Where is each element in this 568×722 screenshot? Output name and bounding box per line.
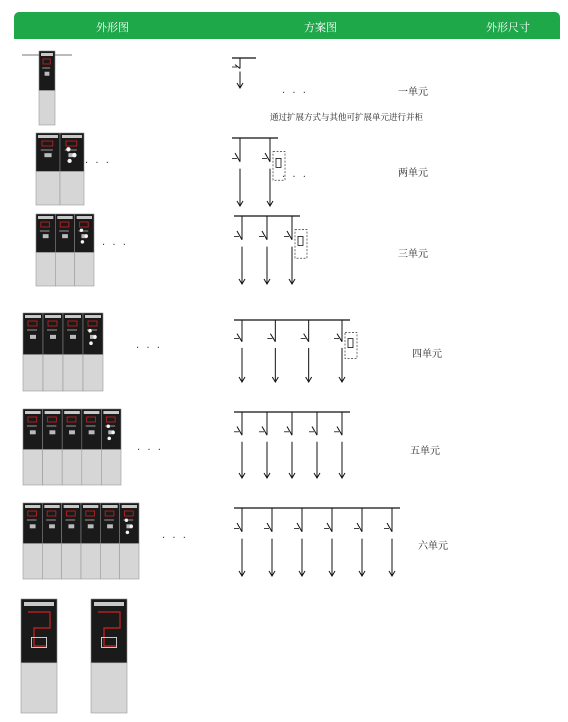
- indicator-dot: [85, 234, 88, 237]
- row-5-label: 五单元: [410, 446, 440, 457]
- cabinet-unit: [23, 503, 42, 579]
- cabinet-6-unit: [22, 502, 140, 580]
- cabinet-unit: [42, 503, 61, 579]
- row-6-label: 六单元: [418, 541, 448, 552]
- indicator-dot: [111, 431, 115, 435]
- feeder-line: [234, 508, 245, 576]
- indicator-dot: [72, 153, 76, 157]
- cabinet-unit: [100, 503, 119, 579]
- header-appearance: 外形图: [96, 21, 129, 34]
- feeder-line: [234, 216, 245, 284]
- feeder-line: [324, 508, 335, 576]
- row-4-label: 四单元: [412, 349, 442, 360]
- cabinet-2-unit: [35, 132, 85, 206]
- cabinet-unit: [81, 503, 100, 579]
- cabinet-5-unit: [22, 408, 122, 486]
- indicator-dot: [81, 240, 84, 243]
- feeder-line: [284, 216, 307, 284]
- row-4-dots: · · ·: [136, 343, 162, 354]
- row-1-dots: · · ·: [282, 88, 308, 99]
- cabinet-unit: [36, 133, 60, 205]
- header-scheme: 方案图: [304, 21, 337, 34]
- scheme-6-unit: [232, 506, 402, 578]
- indicator-dot: [106, 424, 110, 428]
- indicator-dot: [88, 329, 92, 333]
- row-2-scheme-dots: · · ·: [282, 172, 308, 183]
- feeder-line: [232, 58, 243, 88]
- indicator-dot: [125, 519, 128, 522]
- indicator-dot: [130, 525, 133, 528]
- indicator-dot: [66, 147, 70, 151]
- feeder-line: [264, 508, 275, 576]
- feeder-line: [334, 320, 357, 382]
- expansion-note: 通过扩展方式与其他可扩展单元进行并柜: [270, 113, 424, 123]
- feeder-line: [284, 412, 295, 478]
- cabinet-unit: [43, 409, 63, 485]
- feeder-line: [232, 138, 243, 206]
- feeder-line: [234, 320, 245, 382]
- scheme-2-unit: [230, 136, 280, 208]
- feeder-line: [354, 508, 365, 576]
- feeder-line: [267, 320, 278, 382]
- cabinet-unit: [75, 214, 94, 286]
- table-header: [14, 12, 560, 39]
- feeder-line: [259, 216, 270, 284]
- cabinet-unit: [63, 313, 83, 391]
- cabinet-unit: [36, 214, 55, 286]
- cabinet-unit: [83, 313, 103, 391]
- indicator-dot: [80, 229, 83, 232]
- feeder-line: [309, 412, 320, 478]
- indicator-dot: [126, 531, 129, 534]
- cabinet-side-view-right: [90, 598, 128, 714]
- cabinet-unit: [43, 313, 63, 391]
- feeder-line: [384, 508, 395, 576]
- scheme-3-unit: [232, 214, 302, 286]
- cabinet-unit: [23, 409, 43, 485]
- row-2-label: 两单元: [398, 168, 428, 179]
- row-2-dots: · · ·: [85, 158, 111, 169]
- feeder-line: [259, 412, 270, 478]
- cabinet-unit: [39, 51, 55, 125]
- feeder-line: [301, 320, 312, 382]
- cabinet-unit: [62, 409, 82, 485]
- feeder-line: [334, 412, 345, 478]
- scheme-1-unit: [228, 56, 268, 126]
- cabinet-unit: [60, 133, 84, 205]
- cabinet-unit: [82, 409, 102, 485]
- cabinet-unit: [62, 503, 81, 579]
- feeder-line: [294, 508, 305, 576]
- cabinet-unit: [55, 214, 74, 286]
- cabinet-4-unit: [22, 312, 104, 392]
- feeder-line: [234, 412, 245, 478]
- cabinet-unit: [101, 409, 121, 485]
- row-3-label: 三单元: [398, 249, 428, 260]
- indicator-dot: [93, 335, 97, 339]
- row-1-label: 一单元: [398, 87, 428, 98]
- scheme-4-unit: [232, 318, 352, 384]
- row-3-dots: · · ·: [102, 240, 128, 251]
- indicator-dot: [89, 341, 93, 345]
- indicator-dot: [67, 159, 71, 163]
- cabinet-unit: [23, 313, 43, 391]
- row-6-dots: · · ·: [162, 533, 188, 544]
- cabinet-1-unit: [22, 50, 72, 126]
- header-dimensions: 外形尺寸: [486, 21, 530, 34]
- row-5-dots: · · ·: [137, 445, 163, 456]
- indicator-dot: [107, 437, 111, 441]
- cabinet-side-view-left: [20, 598, 58, 714]
- scheme-5-unit: [232, 410, 352, 480]
- cabinet-unit: [120, 503, 139, 579]
- cabinet-3-unit: [35, 213, 95, 287]
